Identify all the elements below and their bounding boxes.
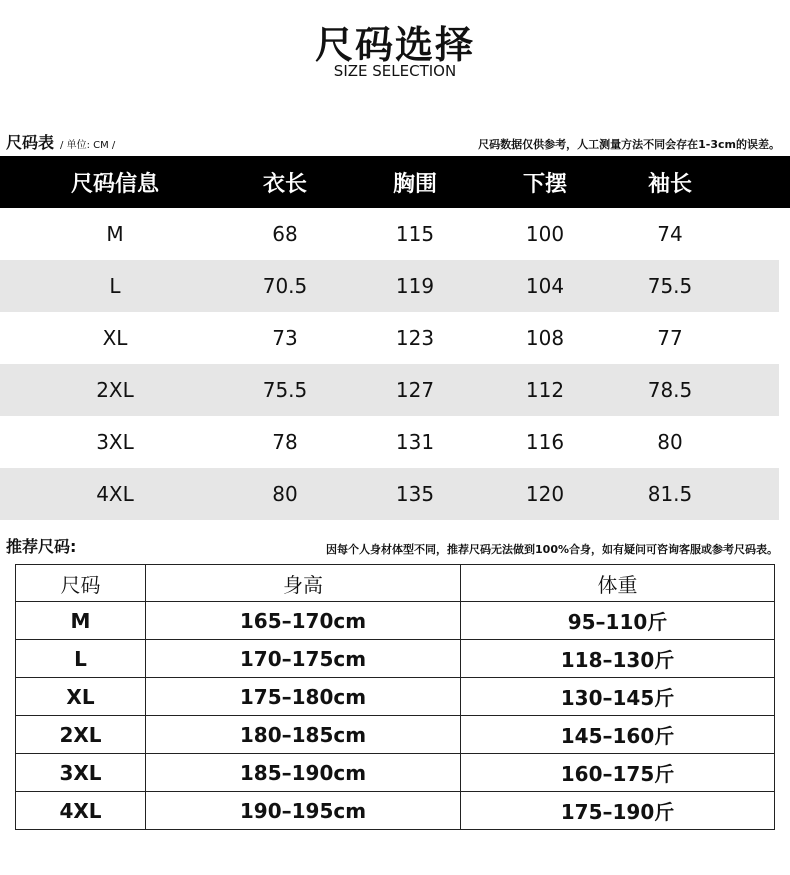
table-cell: 118–130斤 [461, 640, 775, 678]
table-cell: 100 [525, 222, 565, 246]
size-chart-title: 尺码表 [6, 133, 55, 152]
table-cell: 165–170cm [146, 602, 461, 640]
table-row [0, 260, 779, 312]
table-cell: 78 [272, 430, 298, 454]
table-cell: XL [16, 678, 146, 716]
table-cell: M [106, 222, 124, 246]
recommend-note: 因每个人身材体型不同，推荐尺码无法做到100%合身，如有疑问可咨询客服或参考尺码表。 [326, 543, 778, 556]
table-cell: 74 [657, 222, 683, 246]
table-cell: 2XL [16, 716, 146, 754]
table-cell: 120 [525, 482, 565, 506]
table-cell: 123 [395, 326, 435, 350]
table-cell: 78.5 [647, 378, 693, 402]
table-cell: 108 [525, 326, 565, 350]
table-row [16, 792, 775, 830]
col-header: 胸围 [392, 171, 437, 197]
table-cell: 104 [525, 274, 565, 298]
table-cell: 80 [657, 430, 683, 454]
table-cell: 131 [395, 430, 435, 454]
table-cell: 175–180cm [146, 678, 461, 716]
size-chart-table [0, 156, 790, 520]
table-cell: 2XL [96, 378, 134, 402]
table-cell: 70.5 [262, 274, 308, 298]
table-cell: 119 [395, 274, 435, 298]
size-chart-label [6, 130, 115, 153]
table-cell: 115 [395, 222, 435, 246]
col-header: 体重 [461, 565, 775, 602]
table-cell: 80 [272, 482, 298, 506]
unit-label: / 单位: CM / [60, 140, 116, 151]
col-header: 身高 [146, 565, 461, 602]
col-header: 下摆 [522, 171, 567, 197]
recommend-table [15, 564, 775, 830]
recommend-label: 推荐尺码: [6, 537, 77, 556]
table-cell: L [16, 640, 146, 678]
table-cell: 77 [657, 326, 683, 350]
page-subtitle: SIZE SELECTION [333, 62, 457, 80]
recommend-header-row [16, 565, 775, 602]
table-row [16, 716, 775, 754]
col-header: 袖长 [647, 171, 692, 197]
table-cell: 95–110斤 [461, 602, 775, 640]
table-cell: 4XL [96, 482, 134, 506]
table-cell: 3XL [16, 754, 146, 792]
table-row [0, 208, 790, 260]
table-row [0, 312, 790, 364]
table-row [16, 602, 775, 640]
table-cell: 3XL [96, 430, 134, 454]
table-cell: 185–190cm [146, 754, 461, 792]
table-row [16, 678, 775, 716]
table-cell: M [16, 602, 146, 640]
table-cell: 170–175cm [146, 640, 461, 678]
col-header: 衣长 [262, 171, 307, 197]
table-cell: 112 [525, 378, 565, 402]
table-cell: 180–185cm [146, 716, 461, 754]
table-cell: 135 [395, 482, 435, 506]
table-cell: 75.5 [262, 378, 308, 402]
table-row [16, 640, 775, 678]
table-row [16, 754, 775, 792]
table-cell: L [109, 274, 121, 298]
page-title: 尺码选择 [314, 23, 475, 67]
table-cell: 68 [272, 222, 298, 246]
size-chart-header-row [0, 156, 790, 208]
table-cell: 75.5 [647, 274, 693, 298]
table-cell: XL [102, 326, 128, 350]
table-cell: 145–160斤 [461, 716, 775, 754]
table-row [0, 364, 779, 416]
table-cell: 190–195cm [146, 792, 461, 830]
table-cell: 4XL [16, 792, 146, 830]
table-cell: 81.5 [647, 482, 693, 506]
table-cell: 73 [272, 326, 298, 350]
table-cell: 175–190斤 [461, 792, 775, 830]
table-row [0, 468, 779, 520]
table-cell: 116 [525, 430, 565, 454]
table-cell: 130–145斤 [461, 678, 775, 716]
table-cell: 160–175斤 [461, 754, 775, 792]
col-header: 尺码信息 [70, 171, 159, 197]
table-cell: 127 [395, 378, 435, 402]
measurement-note: 尺码数据仅供参考，人工测量方法不同会存在1-3cm的误差。 [478, 138, 780, 151]
col-header: 尺码 [16, 565, 146, 602]
table-row [0, 416, 790, 468]
